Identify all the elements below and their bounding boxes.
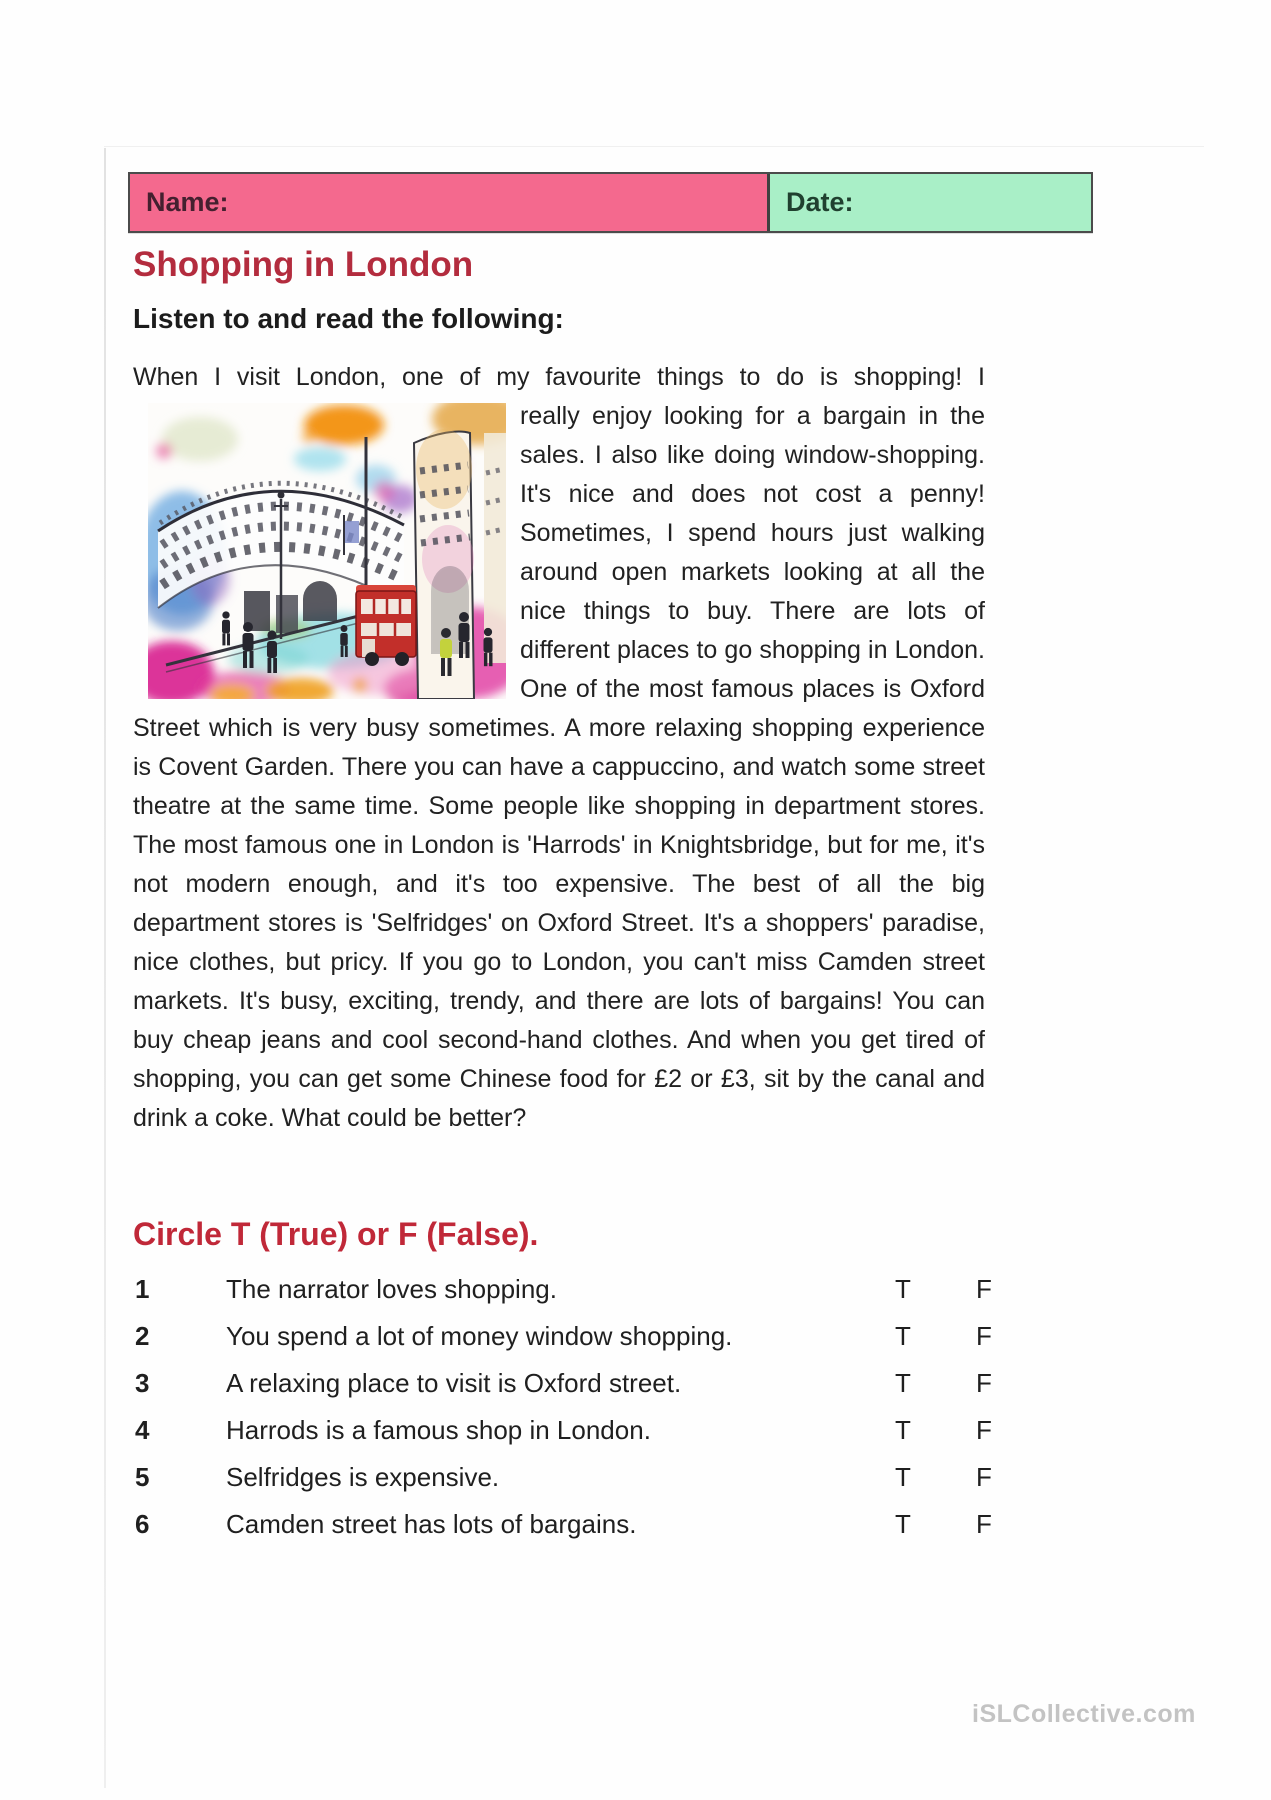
london-street-illustration — [148, 403, 506, 699]
question-number: 2 — [135, 1321, 150, 1351]
question-text: The narrator loves shopping. — [226, 1274, 557, 1304]
date-label: Date: — [786, 187, 854, 217]
question-text: Harrods is a famous shop in London. — [226, 1415, 651, 1445]
reading-passage — [133, 358, 985, 1138]
question-row-1 — [133, 1274, 1013, 1321]
task-heading: Circle T (True) or F (False). — [133, 1216, 539, 1252]
instruction-line: Listen to and read the following: — [133, 303, 564, 334]
question-row-2 — [133, 1321, 1013, 1368]
false-option-1[interactable]: F — [976, 1274, 992, 1304]
question-number: 6 — [135, 1509, 150, 1539]
true-option-4[interactable]: T — [895, 1415, 911, 1445]
passage-first-line: When I visit London, one of my favourite things to do is shopping! I — [133, 363, 985, 391]
true-option-1[interactable]: T — [895, 1274, 911, 1304]
question-text: A relaxing place to visit is Oxford street. — [226, 1368, 682, 1398]
question-number: 1 — [135, 1274, 150, 1304]
name-field[interactable] — [130, 174, 770, 231]
london-street-illustration-svg — [148, 403, 506, 699]
question-text: Selfridges is expensive. — [226, 1462, 500, 1492]
islcollective-watermark: iSLCollective.com — [972, 1700, 1196, 1728]
question-text: Camden street has lots of bargains. — [226, 1509, 637, 1539]
true-false-question-list — [133, 1274, 1013, 1556]
question-number: 3 — [135, 1368, 150, 1398]
question-row-6 — [133, 1509, 1013, 1556]
scan-edge-artifact-top — [104, 146, 1204, 147]
true-option-2[interactable]: T — [895, 1321, 911, 1351]
question-number: 5 — [135, 1462, 150, 1492]
scan-edge-artifact — [104, 148, 106, 1788]
false-option-3[interactable]: F — [976, 1368, 992, 1398]
true-option-3[interactable]: T — [895, 1368, 911, 1398]
true-option-6[interactable]: T — [895, 1509, 911, 1539]
name-label: Name: — [146, 187, 229, 217]
passage-body: really enjoy looking for a bargain in the sales. I also like doing window-shopping. It's nice and does not cost a penny! Sometimes, I spend hours just walking around open markets looking at all the nice things to buy. There are lots of different places to go shopping in London. One of the most famous places is Oxford Street which is very busy sometimes. A more relaxing shopping experience is Covent Garden. There you can have a cappuccino, and watch some street theatre at the same time. Some people like shopping in department stores. The most famous one in London is 'Harrods' in Knightsbridge, but for me, it's not modern enough, and it's too expensive. The best of all the big department stores is 'Selfridges' on Oxford Street. It's a shoppers' paradise, nice clothes, but pricy. If you go to London, you can't miss Camden street markets. It's busy, exciting, trendy, and there are lots of bargains! You can buy cheap jeans and cool second-hand clothes. And when you get tired of shopping, you can get some Chinese food for £2 or £3, sit by the canal and drink a coke. What could be better? — [133, 402, 985, 1132]
name-date-header — [128, 172, 1093, 233]
page-title: Shopping in London — [133, 245, 474, 284]
false-option-4[interactable]: F — [976, 1415, 992, 1445]
date-field[interactable] — [770, 174, 1091, 231]
double-decker-bus — [356, 585, 416, 666]
false-option-6[interactable]: F — [976, 1509, 992, 1539]
false-option-5[interactable]: F — [976, 1462, 992, 1492]
false-option-2[interactable]: F — [976, 1321, 992, 1351]
true-option-5[interactable]: T — [895, 1462, 911, 1492]
question-text: You spend a lot of money window shopping. — [226, 1321, 733, 1351]
question-number: 4 — [135, 1415, 150, 1445]
question-row-4 — [133, 1415, 1013, 1462]
question-row-3 — [133, 1368, 1013, 1415]
question-row-5 — [133, 1462, 1013, 1509]
